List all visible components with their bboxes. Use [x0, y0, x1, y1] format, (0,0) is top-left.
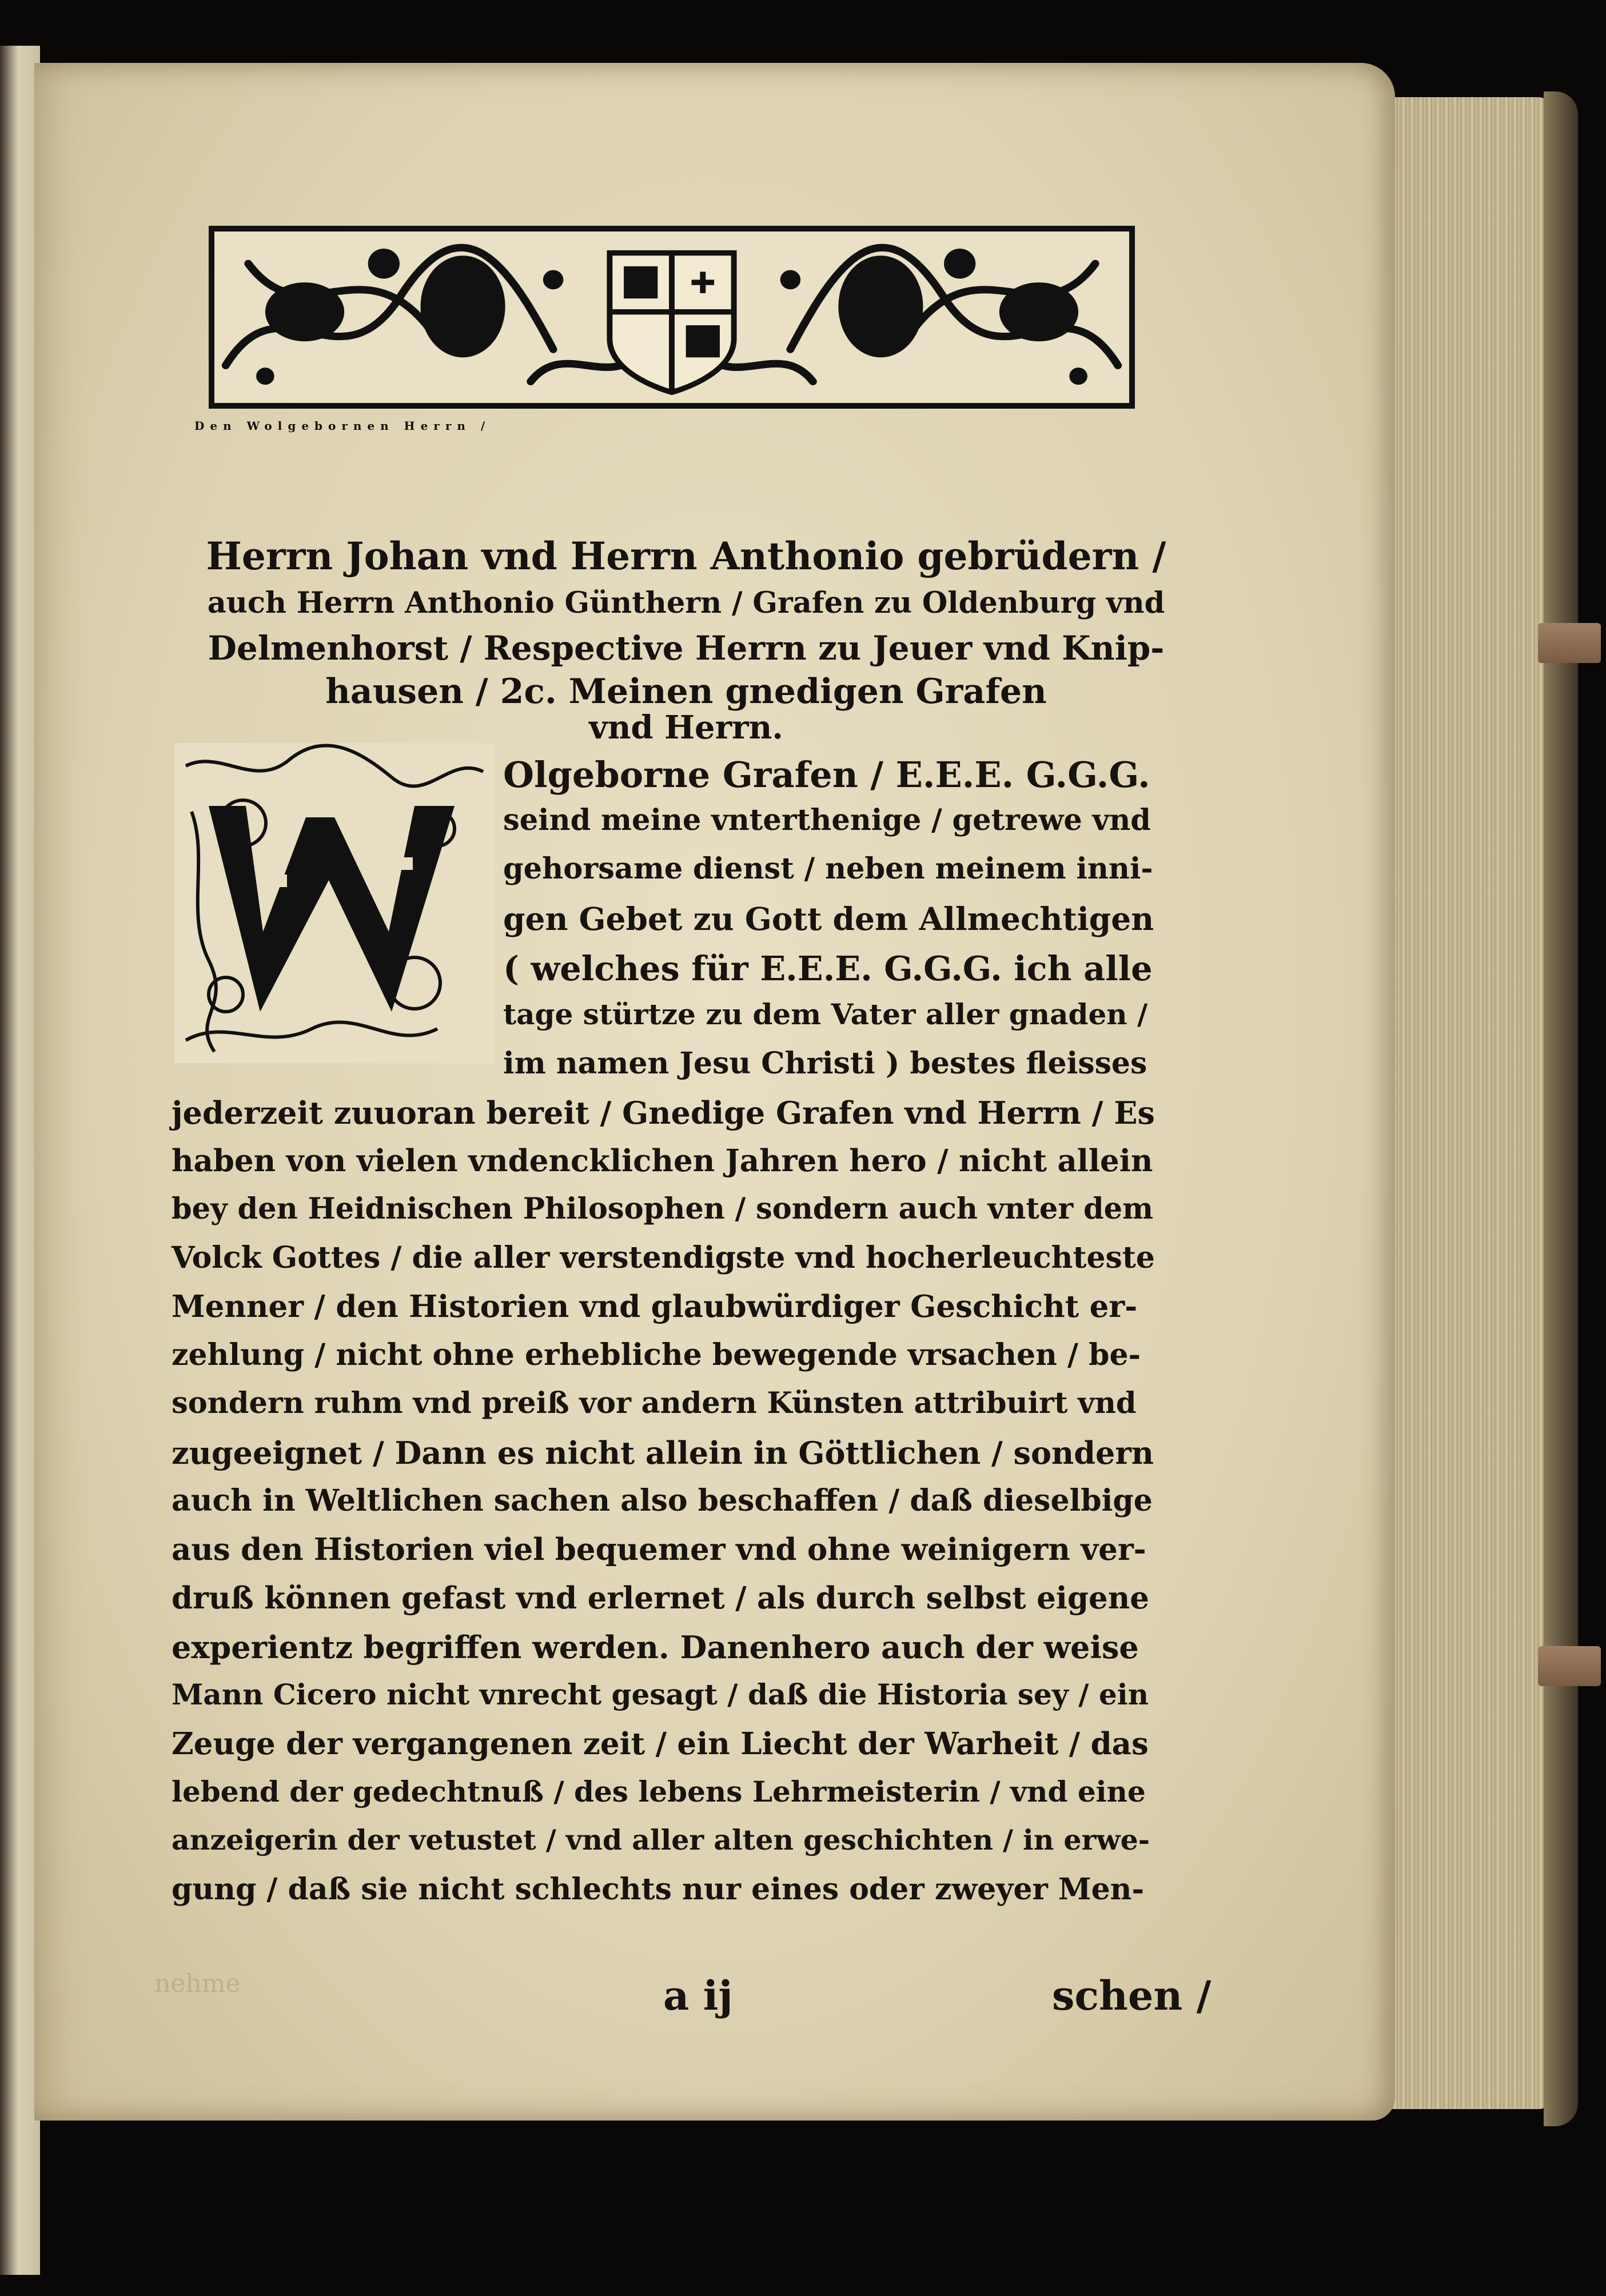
body-text-line: anzeigerin der vetustet / vnd aller alten geschichten / in erwe-	[172, 1823, 1150, 1856]
body-text-line: zehlung / nicht ohne erhebliche bewegende vrsachen / be-	[172, 1337, 1141, 1372]
dedication-line: hausen / 2c. Meinen gnedigen Grafen	[325, 672, 1047, 712]
body-text-line: aus den Historien viel bequemer vnd ohne weinigern ver-	[172, 1532, 1146, 1567]
body-text-line: druß können gefast vnd erlernet / als durch selbst eigene	[172, 1580, 1149, 1616]
body-text-line: sondern ruhm vnd preiß vor andern Künsten attribuirt vnd	[172, 1386, 1137, 1420]
body-text-line: tage stürtze zu dem Vater aller gnaden /	[503, 997, 1148, 1031]
headpiece-woodcut	[214, 231, 1129, 403]
body-text-line: experientz begriffen werden. Danenhero auch der weise	[172, 1629, 1139, 1666]
page-title: Den Wolgebornen Herrn /	[194, 419, 491, 433]
body-text-line: Menner / den Historien vnd glaubwürdiger Geschicht er-	[172, 1289, 1138, 1324]
body-text-line: zugeeignet / Dann es nicht allein in Göttlichen / sondern	[172, 1435, 1154, 1471]
ribbon-tie-lower	[1538, 1646, 1601, 1686]
ornamental-headpiece	[209, 226, 1135, 409]
body-text-line: seind meine vnterthenige / getrewe vnd	[503, 803, 1151, 837]
body-text-line: gen Gebet zu Gott dem Allmechtigen	[503, 900, 1154, 937]
body-text-line: Volck Gottes / die aller verstendigste vnd hocherleuchteste	[172, 1240, 1155, 1275]
body-text-line: Olgeborne Grafen / E.E.E. G.G.G.	[503, 754, 1150, 796]
body-text-line: lebend der gedechtnuß / des lebens Lehrmeisterin / vnd eine	[172, 1775, 1146, 1808]
dedication-line: Herrn Johan vnd Herrn Anthonio gebrüdern /	[206, 534, 1166, 578]
ribbon-tie-upper	[1538, 623, 1601, 663]
body-text-line: jederzeit zuuoran bereit / Gnedige Grafen vnd Herrn / Es	[172, 1095, 1155, 1131]
dedication-line: Delmenhorst / Respective Herrn zu Jeuer vnd Knip-	[208, 629, 1165, 668]
body-text-line: Mann Cicero nicht vnrecht gesagt / daß die Historia sey / ein	[172, 1678, 1149, 1711]
signature-mark: a ij	[663, 1972, 733, 2019]
body-text-line: im namen Jesu Christi ) bestes fleisses	[503, 1046, 1147, 1081]
body-text-line: gehorsame dienst / neben meinem inni-	[503, 852, 1153, 886]
body-text-line: auch in Weltlichen sachen also beschaffen / daß dieselbige	[172, 1483, 1153, 1518]
body-text-line: haben von vielen vndencklichen Jahren hero / nicht allein	[172, 1143, 1153, 1179]
dedication-line: vnd Herrn.	[589, 709, 783, 746]
show-through-catchword: nehme	[154, 1969, 241, 1998]
decorated-initial-w	[174, 743, 495, 1063]
body-text-line: ( welches für E.E.E. G.G.G. ich alle	[503, 949, 1153, 988]
page-block-edge	[1372, 97, 1555, 2109]
initial-w-woodcut	[174, 743, 495, 1063]
body-text-line: bey den Heidnischen Philosophen / sondern auch vnter dem	[172, 1192, 1154, 1226]
body-text-line: Zeuge der vergangenen zeit / ein Liecht der Warheit / das	[172, 1726, 1149, 1762]
book-cover-edge	[1544, 91, 1578, 2126]
dedication-line: auch Herrn Anthonio Günthern / Grafen zu Oldenburg vnd	[207, 586, 1165, 620]
body-text-line: gung / daß sie nicht schlechts nur eines oder zweyer Men-	[172, 1872, 1145, 1907]
catchword: schen /	[1052, 1972, 1212, 2019]
